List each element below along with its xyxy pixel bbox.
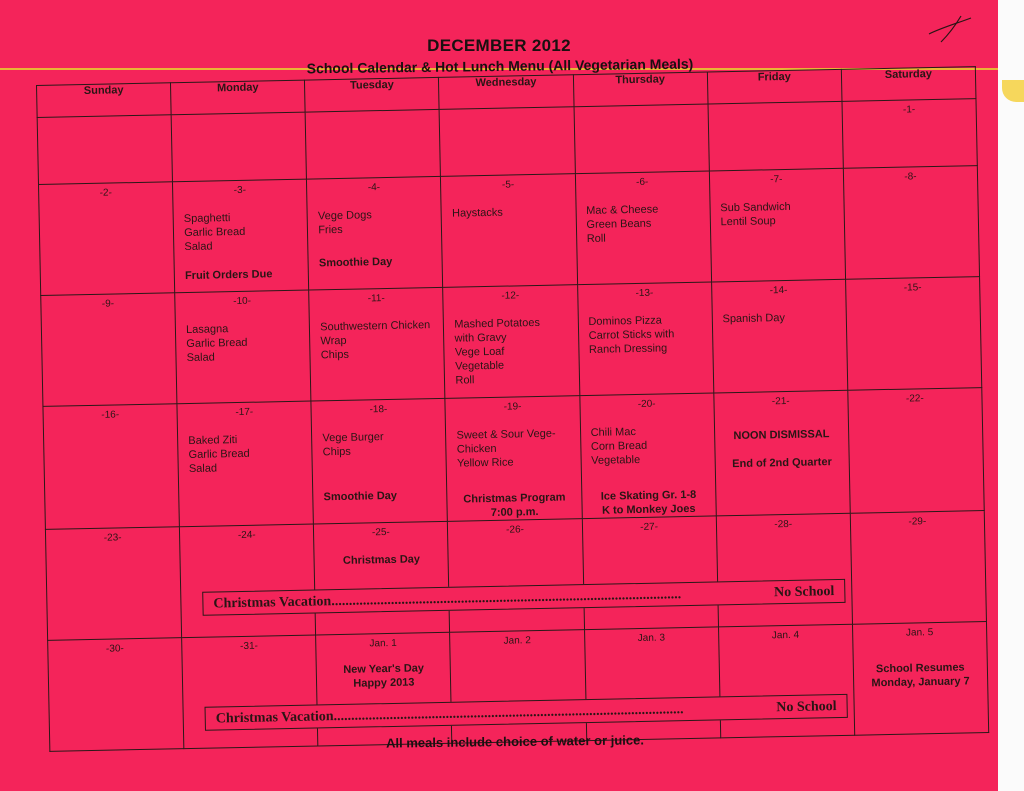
weekday-header: Sunday	[37, 83, 172, 118]
day-cell	[45, 527, 181, 641]
day-cell	[441, 174, 577, 288]
vacation-dots: ....................................................................................................	[333, 702, 684, 725]
menu-items	[310, 306, 444, 363]
day-cell	[577, 282, 713, 396]
day-cell	[708, 101, 843, 171]
date-label: Jan. 4	[771, 629, 800, 642]
week-row	[41, 277, 982, 407]
day-cell	[314, 521, 450, 635]
menu-item: Lentil Soup	[720, 215, 776, 229]
event-note: Smoothie Day	[318, 255, 393, 270]
date-label: -22-	[905, 393, 924, 405]
menu-items	[578, 300, 712, 357]
menu-items	[442, 192, 576, 221]
menu-item: Baked Ziti	[188, 434, 238, 448]
day-cell	[177, 401, 314, 527]
menu-items	[308, 195, 442, 238]
weekday-header: Tuesday	[305, 77, 440, 112]
day-cell	[48, 638, 184, 752]
day-cell	[311, 398, 448, 524]
day-cell	[173, 179, 309, 293]
menu-item: with Gravy	[454, 331, 507, 345]
date-label: -29-	[908, 516, 927, 528]
vacation-label: Christmas Vacation	[215, 709, 334, 727]
weekday-header: Friday	[707, 69, 842, 104]
date-label: -4-	[367, 182, 381, 194]
menu-item: Ranch Dressing	[588, 342, 668, 356]
week-row	[43, 388, 984, 530]
date-label: -28-	[774, 518, 793, 531]
date-label: Jan. 2	[503, 635, 531, 647]
menu-items	[446, 414, 580, 471]
day-cell	[852, 622, 988, 736]
vacation-label: Christmas Vacation	[213, 594, 332, 612]
date-label: -12-	[501, 290, 520, 302]
date-label	[708, 106, 841, 123]
day-cell	[316, 632, 452, 746]
date-label: -6-	[635, 176, 649, 188]
vacation-end: No School	[773, 584, 835, 601]
day-cell	[43, 404, 180, 530]
date-label: Jan. 1	[369, 637, 397, 650]
menu-item: Mac & Cheese	[586, 203, 659, 217]
date-label	[172, 117, 305, 134]
day-cell	[579, 393, 716, 519]
vacation-end: No School	[776, 699, 837, 716]
day-cell	[716, 513, 852, 627]
menu-item: Spaghetti	[183, 212, 231, 226]
day-cell	[714, 390, 851, 516]
date-label: -9-	[101, 298, 115, 310]
date-label: -17-	[235, 406, 254, 419]
menu-item: Corn Bread	[590, 439, 648, 453]
menu-item: Vege Loaf	[454, 345, 505, 359]
menu-item: Chili Mac	[590, 426, 637, 439]
event-note: New Year's Day Happy 2013	[343, 662, 425, 690]
weekday-header: Monday	[171, 80, 306, 115]
day-cell	[307, 176, 443, 290]
date-label: -1-	[902, 104, 916, 116]
day-cell	[842, 99, 977, 169]
menu-item: Vegetable	[455, 359, 505, 373]
date-label: -2-	[99, 187, 112, 199]
menu-item: Wrap	[320, 334, 347, 348]
date-label: -31-	[240, 640, 259, 653]
date-label: -18-	[369, 404, 388, 416]
menu-item: Lasagna	[185, 323, 229, 337]
date-label: -23-	[103, 532, 122, 544]
date-label: Jan. 3	[637, 632, 666, 645]
day-cell	[448, 519, 584, 633]
menu-items	[178, 420, 312, 477]
day-cell	[850, 511, 986, 625]
date-label: -24-	[237, 529, 256, 542]
page-title: DECEMBER 2012	[427, 36, 571, 55]
menu-items	[444, 303, 579, 388]
menu-items	[580, 411, 714, 468]
vacation-dots: ....................................................................................................	[331, 587, 682, 610]
menu-items	[710, 187, 844, 230]
date-label: -5-	[501, 179, 515, 191]
weekday-header: Wednesday	[439, 75, 574, 110]
day-cell	[180, 524, 316, 638]
date-label	[574, 109, 707, 126]
menu-item: Garlic Bread	[184, 225, 246, 240]
menu-item: Vegetable	[591, 453, 641, 467]
menu-item: Salad	[188, 462, 218, 476]
event-note: Christmas Day	[342, 553, 421, 567]
day-cell	[574, 104, 709, 174]
day-cell	[445, 396, 582, 522]
date-label: Jan. 5	[905, 627, 934, 639]
menu-item: Salad	[186, 351, 215, 365]
day-cell	[582, 516, 718, 630]
date-label: -26-	[506, 524, 525, 536]
day-cell	[711, 279, 847, 393]
day-cell	[171, 112, 306, 182]
event-note: Ice Skating Gr. 1-8 K to Monkey Joes	[600, 488, 697, 517]
date-label: -30-	[105, 643, 124, 655]
week-row	[38, 166, 979, 296]
menu-item: Vege Dogs	[317, 209, 372, 223]
menu-item: Dominos Pizza	[588, 314, 662, 328]
day-cell	[41, 293, 177, 407]
weekday-header: Thursday	[573, 72, 708, 107]
scan-margin	[998, 0, 1024, 791]
menu-item: Salad	[184, 240, 213, 254]
menu-item: Fries	[318, 223, 343, 237]
day-cell	[305, 109, 440, 179]
day-cell	[845, 277, 981, 391]
date-label: -14-	[769, 284, 788, 297]
date-label: -10-	[233, 295, 252, 308]
day-cell	[718, 624, 854, 738]
menu-item: Garlic Bread	[186, 336, 248, 351]
menu-item: Southwestern Chicken	[320, 319, 431, 334]
date-label: -8-	[904, 171, 917, 183]
menu-item: Chips	[320, 348, 350, 362]
menu-items	[312, 417, 446, 460]
date-label: -11-	[367, 293, 385, 305]
date-label: -19-	[503, 401, 522, 413]
menu-item: Sub Sandwich	[720, 200, 791, 215]
day-cell	[37, 115, 172, 185]
menu-item: Chicken	[456, 442, 497, 456]
day-cell	[439, 107, 574, 177]
calendar	[36, 66, 985, 735]
day-cell	[450, 630, 586, 744]
day-cell	[709, 168, 845, 282]
date-label	[38, 119, 171, 136]
day-cell	[38, 182, 174, 296]
day-cell	[843, 166, 979, 280]
menu-items	[576, 190, 710, 247]
menu-items	[173, 198, 307, 255]
event-note: Fruit Orders Due	[184, 268, 273, 283]
menu-item: Green Beans	[586, 217, 652, 231]
event-note: NOON DISMISSAL End of 2nd Quarter	[732, 428, 832, 471]
menu-item: Spanish Day	[722, 312, 786, 326]
day-cell	[584, 627, 720, 741]
event-note: Christmas Program 7:00 p.m.	[463, 491, 566, 519]
menu-items	[176, 309, 310, 366]
menu-items	[712, 298, 846, 327]
event-note: Smoothie Day	[323, 489, 398, 504]
date-label: -27-	[640, 521, 659, 533]
menu-item: Chips	[322, 445, 351, 459]
menu-item: Carrot Sticks with	[588, 328, 675, 342]
date-label: -13-	[635, 287, 654, 300]
menu-item: Roll	[455, 374, 475, 387]
menu-item: Roll	[586, 232, 606, 245]
day-cell	[575, 171, 711, 285]
date-label: -16-	[101, 409, 120, 421]
calendar-grid	[36, 66, 989, 752]
menu-item: Vege Burger	[322, 431, 384, 445]
date-label: -15-	[903, 282, 922, 294]
date-label	[440, 111, 573, 128]
date-label: -20-	[637, 398, 656, 410]
event-note: School Resumes Monday, January 7	[871, 661, 970, 690]
date-label: -21-	[771, 395, 790, 408]
week-row	[45, 511, 986, 641]
menu-item: Sweet & Sour Vege-	[456, 427, 556, 442]
menu-item: Yellow Rice	[456, 456, 514, 470]
date-label	[306, 114, 439, 131]
footer-note: All meals include choice of water or juice.	[385, 732, 645, 751]
menu-item: Mashed Potatoes	[454, 316, 541, 331]
day-cell	[309, 287, 445, 401]
date-label: -7-	[770, 174, 783, 186]
menu-item: Garlic Bread	[188, 447, 250, 462]
day-cell	[443, 285, 579, 399]
day-cell	[182, 635, 318, 749]
date-label: -25-	[371, 526, 390, 539]
day-cell	[175, 290, 311, 404]
date-label: -3-	[233, 184, 247, 197]
weekday-header: Saturday	[841, 67, 976, 102]
menu-item: Haystacks	[451, 206, 503, 220]
day-cell	[848, 388, 985, 514]
page-subtitle: School Calendar & Hot Lunch Menu (All Vegetarian Meals)	[306, 55, 694, 77]
